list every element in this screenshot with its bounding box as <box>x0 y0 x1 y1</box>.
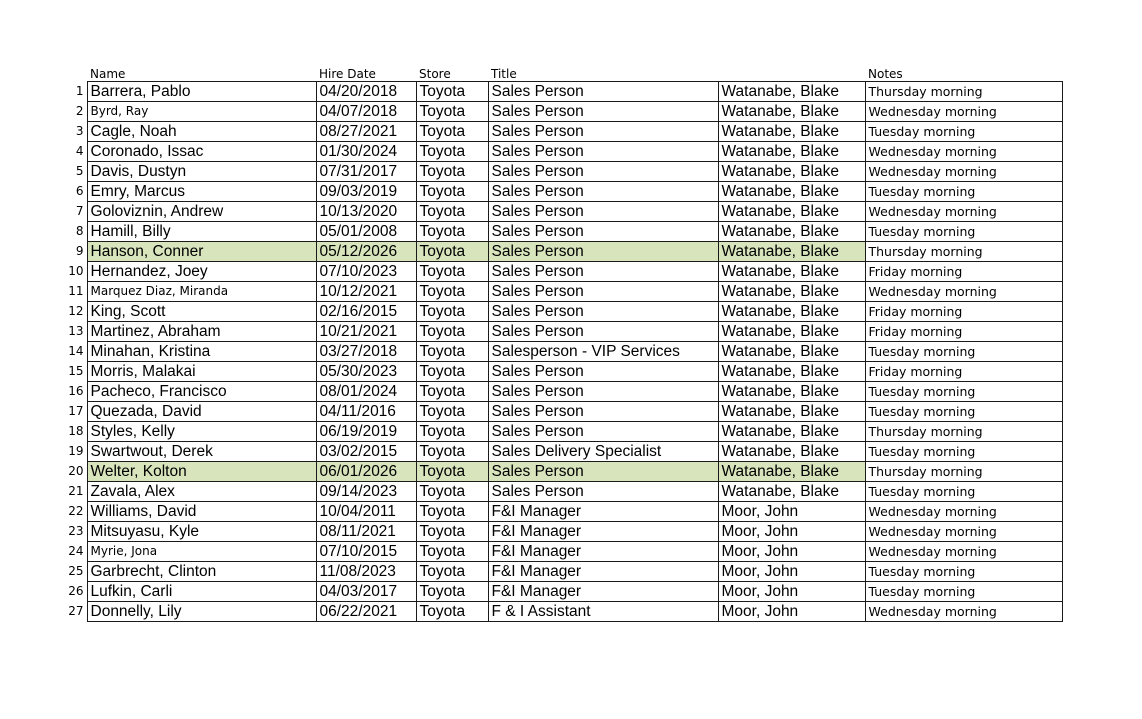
notes-cell[interactable]: Wednesday morning <box>865 162 1062 182</box>
notes-cell[interactable]: Wednesday morning <box>865 142 1062 162</box>
title-cell[interactable]: F&I Manager <box>488 562 718 582</box>
table-row <box>66 282 1062 302</box>
manager-cell[interactable]: Moor, John <box>718 562 865 582</box>
table-row <box>66 562 1062 582</box>
name-cell[interactable]: Quezada, David <box>87 402 316 422</box>
notes-cell[interactable]: Wednesday morning <box>865 542 1062 562</box>
name-cell[interactable]: Pacheco, Francisco <box>87 382 316 402</box>
manager-cell[interactable]: Watanabe, Blake <box>718 102 865 122</box>
row-number: 17 <box>68 404 84 418</box>
table-row <box>66 602 1062 622</box>
title-cell[interactable]: Salesperson - VIP Services <box>488 342 718 362</box>
table-row <box>66 262 1062 282</box>
name-cell[interactable]: Mitsuyasu, Kyle <box>87 522 316 542</box>
hire-date-cell[interactable]: 04/11/2016 <box>316 402 416 422</box>
title-cell[interactable]: Sales Person <box>488 402 718 422</box>
row-number: 3 <box>75 124 84 138</box>
table-row <box>66 222 1062 242</box>
row-number: 22 <box>68 504 84 518</box>
manager-cell[interactable]: Watanabe, Blake <box>718 142 865 162</box>
manager-header <box>718 63 865 82</box>
notes-cell[interactable]: Thursday morning <box>865 462 1062 482</box>
notes-cell[interactable]: Friday morning <box>865 302 1062 322</box>
notes-cell[interactable]: Tuesday morning <box>865 342 1062 362</box>
title-cell[interactable]: F&I Manager <box>488 522 718 542</box>
hire-date-cell[interactable]: 04/03/2017 <box>316 582 416 602</box>
hire-date-cell[interactable]: 10/13/2020 <box>316 202 416 222</box>
hire-date-cell[interactable]: 04/20/2018 <box>316 82 416 102</box>
notes-cell[interactable]: Tuesday morning <box>865 482 1062 502</box>
hire-date-cell[interactable]: 09/03/2019 <box>316 182 416 202</box>
name-cell[interactable]: Welter, Kolton <box>87 462 316 482</box>
hire-date-cell[interactable]: 02/16/2015 <box>316 302 416 322</box>
table-row <box>66 362 1062 382</box>
name-cell[interactable]: Donnelly, Lily <box>87 602 316 622</box>
notes-cell[interactable]: Friday morning <box>865 322 1062 342</box>
manager-cell[interactable]: Moor, John <box>718 502 865 522</box>
table-row <box>66 502 1062 522</box>
title-cell[interactable]: Sales Person <box>488 462 718 482</box>
notes-cell[interactable]: Tuesday morning <box>865 182 1062 202</box>
table-row <box>66 322 1062 342</box>
hire-date-cell[interactable]: 08/11/2021 <box>316 522 416 542</box>
title-cell[interactable]: Sales Delivery Specialist <box>488 442 718 462</box>
manager-cell[interactable]: Watanabe, Blake <box>718 342 865 362</box>
store-cell[interactable]: Toyota <box>416 542 488 562</box>
notes-cell[interactable]: Wednesday morning <box>865 602 1062 622</box>
notes-cell[interactable]: Friday morning <box>865 362 1062 382</box>
hire-date-cell[interactable]: 05/30/2023 <box>316 362 416 382</box>
title-cell[interactable]: Sales Person <box>488 262 718 282</box>
name-header: Name <box>90 67 126 81</box>
table-row <box>66 162 1062 182</box>
hire-date-cell[interactable]: 05/01/2008 <box>316 222 416 242</box>
name-cell[interactable]: Minahan, Kristina <box>87 342 316 362</box>
title-cell[interactable]: F&I Manager <box>488 542 718 562</box>
row-number: 12 <box>68 304 84 318</box>
store-cell[interactable]: Toyota <box>416 362 488 382</box>
title-cell[interactable]: Sales Person <box>488 102 718 122</box>
name-cell[interactable]: Coronado, Issac <box>87 142 316 162</box>
manager-cell[interactable]: Watanabe, Blake <box>718 362 865 382</box>
title-cell[interactable]: Sales Person <box>488 122 718 142</box>
manager-cell[interactable]: Watanabe, Blake <box>718 482 865 502</box>
store-cell[interactable]: Toyota <box>416 462 488 482</box>
store-cell[interactable]: Toyota <box>416 122 488 142</box>
name-cell[interactable]: Garbrecht, Clinton <box>87 562 316 582</box>
store-cell[interactable]: Toyota <box>416 522 488 542</box>
table-row <box>66 382 1062 402</box>
row-number: 20 <box>68 464 84 478</box>
name-cell[interactable]: Emry, Marcus <box>87 182 316 202</box>
hire-date-header: Hire Date <box>319 67 376 81</box>
name-cell[interactable]: Hernandez, Joey <box>87 262 316 282</box>
hire-date-cell[interactable]: 07/10/2023 <box>316 262 416 282</box>
notes-cell[interactable]: Wednesday morning <box>865 522 1062 542</box>
manager-cell[interactable]: Watanabe, Blake <box>718 462 865 482</box>
store-cell[interactable]: Toyota <box>416 482 488 502</box>
table-row <box>66 242 1062 262</box>
name-cell[interactable]: Martinez, Abraham <box>87 322 316 342</box>
notes-cell[interactable]: Wednesday morning <box>865 202 1062 222</box>
hire-date-cell[interactable]: 09/14/2023 <box>316 482 416 502</box>
store-cell[interactable]: Toyota <box>416 202 488 222</box>
notes-cell[interactable]: Tuesday morning <box>865 402 1062 422</box>
manager-cell[interactable]: Watanabe, Blake <box>718 242 865 262</box>
hire-date-cell[interactable]: 03/27/2018 <box>316 342 416 362</box>
notes-cell[interactable]: Wednesday morning <box>865 102 1062 122</box>
row-number: 16 <box>68 384 84 398</box>
hire-date-cell[interactable]: 06/19/2019 <box>316 422 416 442</box>
manager-cell[interactable]: Watanabe, Blake <box>718 162 865 182</box>
table-row <box>66 342 1062 362</box>
store-cell[interactable]: Toyota <box>416 242 488 262</box>
table-row <box>66 442 1062 462</box>
notes-cell[interactable]: Wednesday morning <box>865 282 1062 302</box>
title-cell[interactable]: Sales Person <box>488 482 718 502</box>
table-row <box>66 302 1062 322</box>
title-cell[interactable]: F&I Manager <box>488 502 718 522</box>
manager-cell[interactable]: Watanabe, Blake <box>718 382 865 402</box>
table-row <box>66 462 1062 482</box>
store-cell[interactable]: Toyota <box>416 322 488 342</box>
name-cell[interactable]: Cagle, Noah <box>87 122 316 142</box>
title-cell[interactable]: Sales Person <box>488 82 718 102</box>
notes-cell[interactable]: Tuesday morning <box>865 222 1062 242</box>
notes-cell[interactable]: Tuesday morning <box>865 382 1062 402</box>
manager-cell[interactable]: Watanabe, Blake <box>718 322 865 342</box>
notes-cell[interactable]: Wednesday morning <box>865 502 1062 522</box>
title-cell[interactable]: Sales Person <box>488 182 718 202</box>
hire-date-cell[interactable]: 10/21/2021 <box>316 322 416 342</box>
table-row <box>66 422 1062 442</box>
title-cell[interactable]: Sales Person <box>488 322 718 342</box>
title-cell[interactable]: Sales Person <box>488 382 718 402</box>
hire-date-cell[interactable]: 06/22/2021 <box>316 602 416 622</box>
manager-cell[interactable]: Watanabe, Blake <box>718 222 865 242</box>
manager-cell[interactable]: Watanabe, Blake <box>718 182 865 202</box>
row-number: 7 <box>75 204 84 218</box>
notes-cell[interactable]: Tuesday morning <box>865 442 1062 462</box>
row-number: 21 <box>68 484 84 498</box>
row-number: 25 <box>68 564 84 578</box>
table-row <box>66 582 1062 602</box>
name-cell[interactable]: Davis, Dustyn <box>87 162 316 182</box>
row-number: 9 <box>75 244 84 258</box>
manager-cell[interactable]: Moor, John <box>718 582 865 602</box>
row-number: 23 <box>68 524 84 538</box>
table-row <box>66 182 1062 202</box>
name-cell[interactable]: Myrie, Jona <box>87 542 316 562</box>
row-number-header <box>66 63 87 82</box>
row-number: 18 <box>68 424 84 438</box>
row-number: 8 <box>75 224 84 238</box>
manager-cell[interactable]: Watanabe, Blake <box>718 302 865 322</box>
hire-date-cell[interactable]: 03/02/2015 <box>316 442 416 462</box>
hire-date-cell[interactable]: 08/27/2021 <box>316 122 416 142</box>
notes-header: Notes <box>868 67 903 81</box>
hire-date-cell[interactable]: 08/01/2024 <box>316 382 416 402</box>
hire-date-cell[interactable]: 04/07/2018 <box>316 102 416 122</box>
row-number: 14 <box>68 344 84 358</box>
store-cell[interactable]: Toyota <box>416 422 488 442</box>
store-cell[interactable]: Toyota <box>416 582 488 602</box>
title-cell[interactable]: Sales Person <box>488 302 718 322</box>
row-number: 13 <box>68 324 84 338</box>
hire-date-cell[interactable]: 11/08/2023 <box>316 562 416 582</box>
name-cell[interactable]: Swartwout, Derek <box>87 442 316 462</box>
title-cell[interactable]: Sales Person <box>488 142 718 162</box>
manager-cell[interactable]: Watanabe, Blake <box>718 122 865 142</box>
row-number: 11 <box>68 284 84 298</box>
store-cell[interactable]: Toyota <box>416 302 488 322</box>
title-cell[interactable]: Sales Person <box>488 282 718 302</box>
row-number: 2 <box>75 104 84 118</box>
row-number: 26 <box>68 584 84 598</box>
title-cell[interactable]: Sales Person <box>488 162 718 182</box>
hire-date-cell[interactable]: 01/30/2024 <box>316 142 416 162</box>
name-cell[interactable]: Williams, David <box>87 502 316 522</box>
row-number: 24 <box>68 544 84 558</box>
title-cell[interactable]: Sales Person <box>488 222 718 242</box>
hire-date-cell[interactable]: 05/12/2026 <box>316 242 416 262</box>
manager-cell[interactable]: Moor, John <box>718 522 865 542</box>
table-row <box>66 82 1062 102</box>
notes-cell[interactable]: Thursday morning <box>865 422 1062 442</box>
notes-cell[interactable]: Thursday morning <box>865 82 1062 102</box>
manager-cell[interactable]: Moor, John <box>718 602 865 622</box>
title-cell[interactable]: Sales Person <box>488 242 718 262</box>
row-number: 5 <box>75 164 84 178</box>
store-cell[interactable]: Toyota <box>416 82 488 102</box>
name-cell[interactable]: Barrera, Pablo <box>87 82 316 102</box>
hire-date-cell[interactable]: 10/12/2021 <box>316 282 416 302</box>
store-cell[interactable]: Toyota <box>416 102 488 122</box>
title-cell[interactable]: Sales Person <box>488 362 718 382</box>
hire-date-cell[interactable]: 06/01/2026 <box>316 462 416 482</box>
table-row <box>66 522 1062 542</box>
name-cell[interactable]: Byrd, Ray <box>87 102 316 122</box>
notes-cell[interactable]: Tuesday morning <box>865 562 1062 582</box>
name-cell[interactable]: Morris, Malakai <box>87 362 316 382</box>
row-number: 10 <box>68 264 84 278</box>
store-cell[interactable]: Toyota <box>416 342 488 362</box>
name-cell[interactable]: Goloviznin, Andrew <box>87 202 316 222</box>
row-number: 27 <box>68 604 84 618</box>
notes-cell[interactable]: Friday morning <box>865 262 1062 282</box>
store-cell[interactable]: Toyota <box>416 222 488 242</box>
title-cell[interactable]: Sales Person <box>488 422 718 442</box>
manager-cell[interactable]: Watanabe, Blake <box>718 82 865 102</box>
store-cell[interactable]: Toyota <box>416 562 488 582</box>
row-number: 1 <box>75 84 84 98</box>
row-number: 15 <box>68 364 84 378</box>
name-cell[interactable]: King, Scott <box>87 302 316 322</box>
table-row <box>66 402 1062 422</box>
title-cell[interactable]: F&I Manager <box>488 582 718 602</box>
manager-cell[interactable]: Watanabe, Blake <box>718 262 865 282</box>
store-cell[interactable]: Toyota <box>416 282 488 302</box>
manager-cell[interactable]: Watanabe, Blake <box>718 422 865 442</box>
store-cell[interactable]: Toyota <box>416 142 488 162</box>
manager-cell[interactable]: Watanabe, Blake <box>718 402 865 422</box>
employee-sheet <box>66 63 1063 622</box>
manager-cell[interactable]: Watanabe, Blake <box>718 202 865 222</box>
table-row <box>66 202 1062 222</box>
store-cell[interactable]: Toyota <box>416 182 488 202</box>
name-cell[interactable]: Hanson, Conner <box>87 242 316 262</box>
title-cell[interactable]: F & I Assistant <box>488 602 718 622</box>
header-row <box>66 63 1062 82</box>
row-number: 6 <box>75 184 84 198</box>
title-cell[interactable]: Sales Person <box>488 202 718 222</box>
manager-cell[interactable]: Moor, John <box>718 542 865 562</box>
notes-cell[interactable]: Tuesday morning <box>865 582 1062 602</box>
manager-cell[interactable]: Watanabe, Blake <box>718 282 865 302</box>
employee-table <box>66 63 1063 622</box>
notes-cell[interactable]: Thursday morning <box>865 242 1062 262</box>
store-cell[interactable]: Toyota <box>416 442 488 462</box>
name-cell[interactable]: Lufkin, Carli <box>87 582 316 602</box>
notes-cell[interactable]: Tuesday morning <box>865 122 1062 142</box>
table-row <box>66 542 1062 562</box>
table-row <box>66 122 1062 142</box>
store-cell[interactable]: Toyota <box>416 382 488 402</box>
name-cell[interactable]: Zavala, Alex <box>87 482 316 502</box>
store-cell[interactable]: Toyota <box>416 262 488 282</box>
table-row <box>66 482 1062 502</box>
store-header: Store <box>419 67 451 81</box>
name-cell[interactable]: Marquez Diaz, Miranda <box>87 282 316 302</box>
title-header: Title <box>491 67 517 81</box>
store-cell[interactable]: Toyota <box>416 162 488 182</box>
hire-date-cell[interactable]: 07/31/2017 <box>316 162 416 182</box>
hire-date-cell[interactable]: 07/10/2015 <box>316 542 416 562</box>
store-cell[interactable]: Toyota <box>416 602 488 622</box>
store-cell[interactable]: Toyota <box>416 502 488 522</box>
row-number: 4 <box>75 144 84 158</box>
hire-date-cell[interactable]: 10/04/2011 <box>316 502 416 522</box>
table-row <box>66 142 1062 162</box>
table-row <box>66 102 1062 122</box>
store-cell[interactable]: Toyota <box>416 402 488 422</box>
manager-cell[interactable]: Watanabe, Blake <box>718 442 865 462</box>
row-number: 19 <box>68 444 84 458</box>
name-cell[interactable]: Hamill, Billy <box>87 222 316 242</box>
name-cell[interactable]: Styles, Kelly <box>87 422 316 442</box>
